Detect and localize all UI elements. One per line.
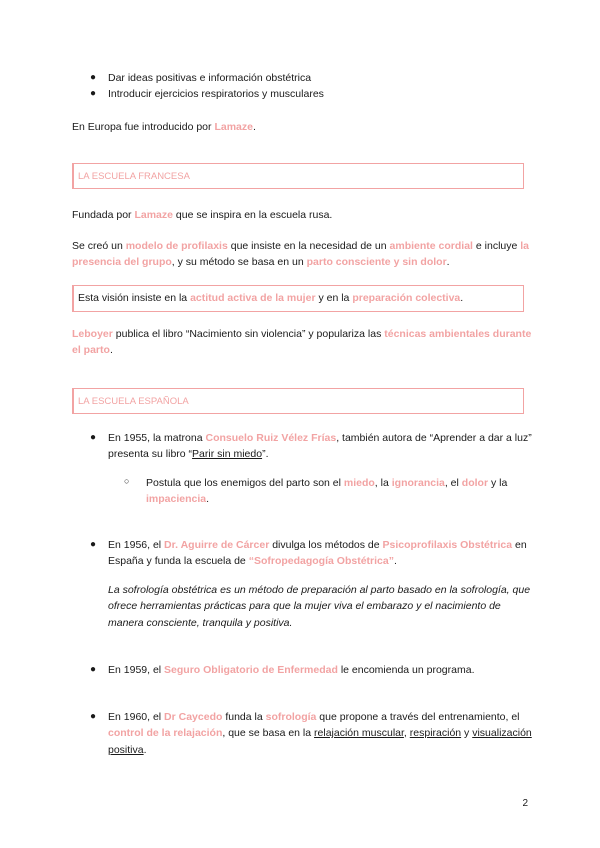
bullet-icon: ● — [90, 664, 97, 675]
french-paragraph-1: Fundada por Lamaze que se inspira en la escuela rusa. — [72, 209, 333, 221]
list-item: ● En 1955, la matrona Consuelo Ruiz Vélez Frías, también autora de “Aprender a dar a luz” presenta su libro “Parir sin miedo”. — [90, 432, 532, 461]
list-item: ○ Postula que los enemigos del parto son el miedo, la ignorancia, el dolor y la impaciencia. — [124, 476, 508, 506]
spanish-bullet-1 — [72, 430, 532, 463]
list-item: ● En 1960, el Dr Caycedo funda la sofrología que propone a través del entrenamiento, el control de la relajación, que se basa en la relajación muscular, respiración y visualización positiva. — [90, 711, 532, 756]
list-item: ● En 1959, el Seguro Obligatorio de Enfermedad le encomienda un programa. — [90, 664, 475, 676]
spanish-subbullet — [72, 475, 532, 508]
french-paragraph-3: Leboyer publica el libro “Nacimiento sin violencia” y populariza las técnicas ambientales durante el parto. — [72, 328, 532, 357]
bullet-icon: ● — [90, 711, 97, 722]
europa-paragraph: En Europa fue introducido por Lamaze. — [72, 121, 256, 133]
bullet-icon: ● — [90, 72, 97, 83]
intro-bullet-list — [72, 70, 532, 103]
page-number: 2 — [522, 798, 528, 809]
circle-bullet-icon: ○ — [124, 476, 130, 486]
spanish-bullet-2 — [72, 537, 532, 570]
section-heading-francesa: LA ESCUELA FRANCESA — [72, 163, 524, 189]
italic-definition: La sofrología obstétrica es un método de preparación al parto basado en la sofrología, que ofrece herramientas prácticas para que la mujer viva el embarazo y el nacimiento de manera consciente, tranquila y positiva. — [108, 584, 531, 629]
french-paragraph-2: Se creó un modelo de profilaxis que insiste en la necesidad de un ambiente cordial e incluye la presencia del grupo, y su método se basa en un parto consciente y sin dolor. — [72, 240, 530, 269]
list-item: ● En 1956, el Dr. Aguirre de Cárcer divulga los métodos de Psicoprofilaxis Obstétrica en España y funda la escuela de “Sofropedagogía Obstétrica”. — [90, 539, 527, 568]
list-item: ● Introducir ejercicios respiratorios y musculares — [90, 88, 324, 101]
highlight-box: Esta visión insiste en la actitud activa de la mujer y en la preparación colectiva. — [72, 285, 524, 312]
spanish-bullet-4 — [72, 709, 532, 758]
section-heading-espanola: LA ESCUELA ESPAÑOLA — [72, 388, 524, 414]
spanish-bullet-3 — [72, 662, 532, 678]
bullet-icon: ● — [90, 88, 97, 100]
bullet-icon: ● — [90, 432, 97, 443]
bullet-icon: ● — [90, 539, 97, 550]
list-item: ● Dar ideas positivas e información obstétrica — [90, 72, 312, 84]
